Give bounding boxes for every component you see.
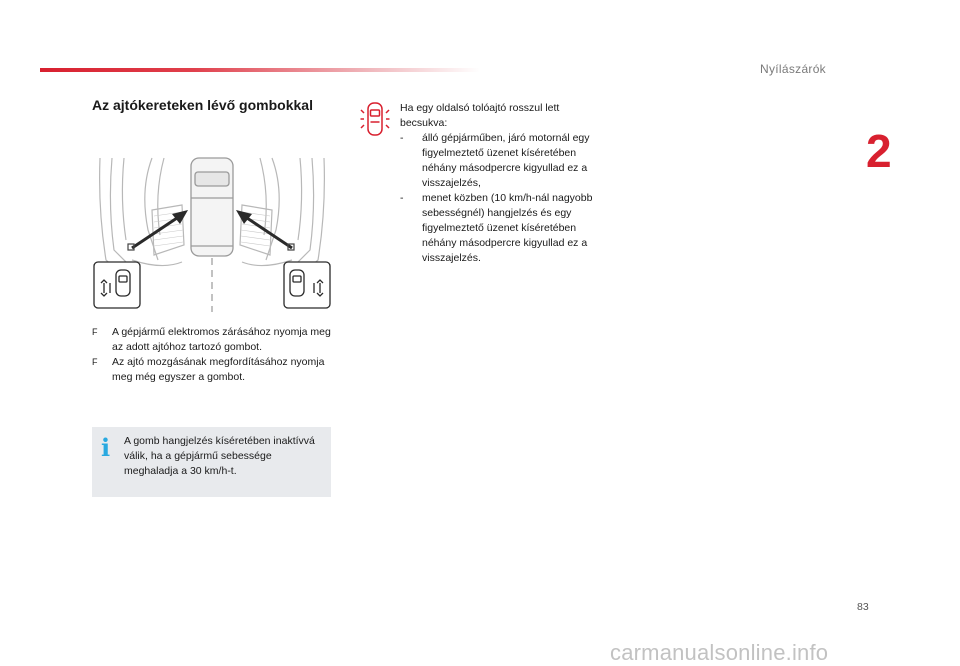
van-top-view bbox=[191, 158, 233, 256]
warning-item: - álló gépjárműben, járó motornál egy figyelmeztető üzenet kíséretében néhány másodpercre kigyullad ez a visszajelzés, bbox=[400, 131, 600, 191]
door-button-illustration bbox=[92, 150, 332, 315]
header-accent-bar bbox=[40, 68, 480, 72]
sliding-door-warning-icon bbox=[360, 100, 390, 138]
info-text: A gomb hangjelzés kíséretében inaktívvá válik, ha a gépjármű sebessége meghaladja a 30 km/h-t. bbox=[124, 435, 315, 477]
warning-text-block bbox=[400, 101, 600, 266]
arrow-bullet-icon: F bbox=[92, 357, 98, 367]
instruction-text: Az ajtó mozgásának megfordításához nyomja meg még egyszer a gombot. bbox=[112, 356, 325, 383]
warning-item-text: álló gépjárműben, járó motornál egy figyelmeztető üzenet kíséretében néhány másodpercre kigyullad ez a visszajelzés, bbox=[422, 132, 590, 189]
door-button-left bbox=[94, 262, 140, 308]
page-number: 83 bbox=[857, 601, 869, 613]
watermark-text: carmanualsonline.info bbox=[610, 640, 829, 665]
info-icon: i bbox=[101, 433, 111, 462]
instructions-list bbox=[92, 325, 332, 385]
info-box bbox=[92, 427, 331, 497]
instruction-item bbox=[92, 355, 332, 385]
section-title: Az ajtókereteken lévő gombokkal bbox=[92, 97, 313, 113]
chapter-number: 2 bbox=[866, 125, 892, 177]
chapter-title: Nyílászárók bbox=[760, 62, 826, 76]
arrow-bullet-icon: F bbox=[92, 327, 98, 337]
door-button-right bbox=[284, 262, 330, 308]
warning-intro: Ha egy oldalsó tolóajtó rosszul lett becsukva: bbox=[400, 102, 560, 129]
instruction-text: A gépjármű elektromos zárásához nyomja meg az adott ajtóhoz tartozó gombot. bbox=[112, 326, 331, 353]
warning-item-text: menet közben (10 km/h-nál nagyobb sebességnél) hangjelzés és egy figyelmeztető üzenet kíséretében néhány másodpercre kigyullad ez a visszajelzés. bbox=[422, 192, 593, 264]
warning-item: - menet közben (10 km/h-nál nagyobb sebességnél) hangjelzés és egy figyelmeztető üzenet kíséretében néhány másodpercre kigyullad ez a visszajelzés. bbox=[400, 191, 600, 266]
instruction-item bbox=[92, 325, 332, 355]
